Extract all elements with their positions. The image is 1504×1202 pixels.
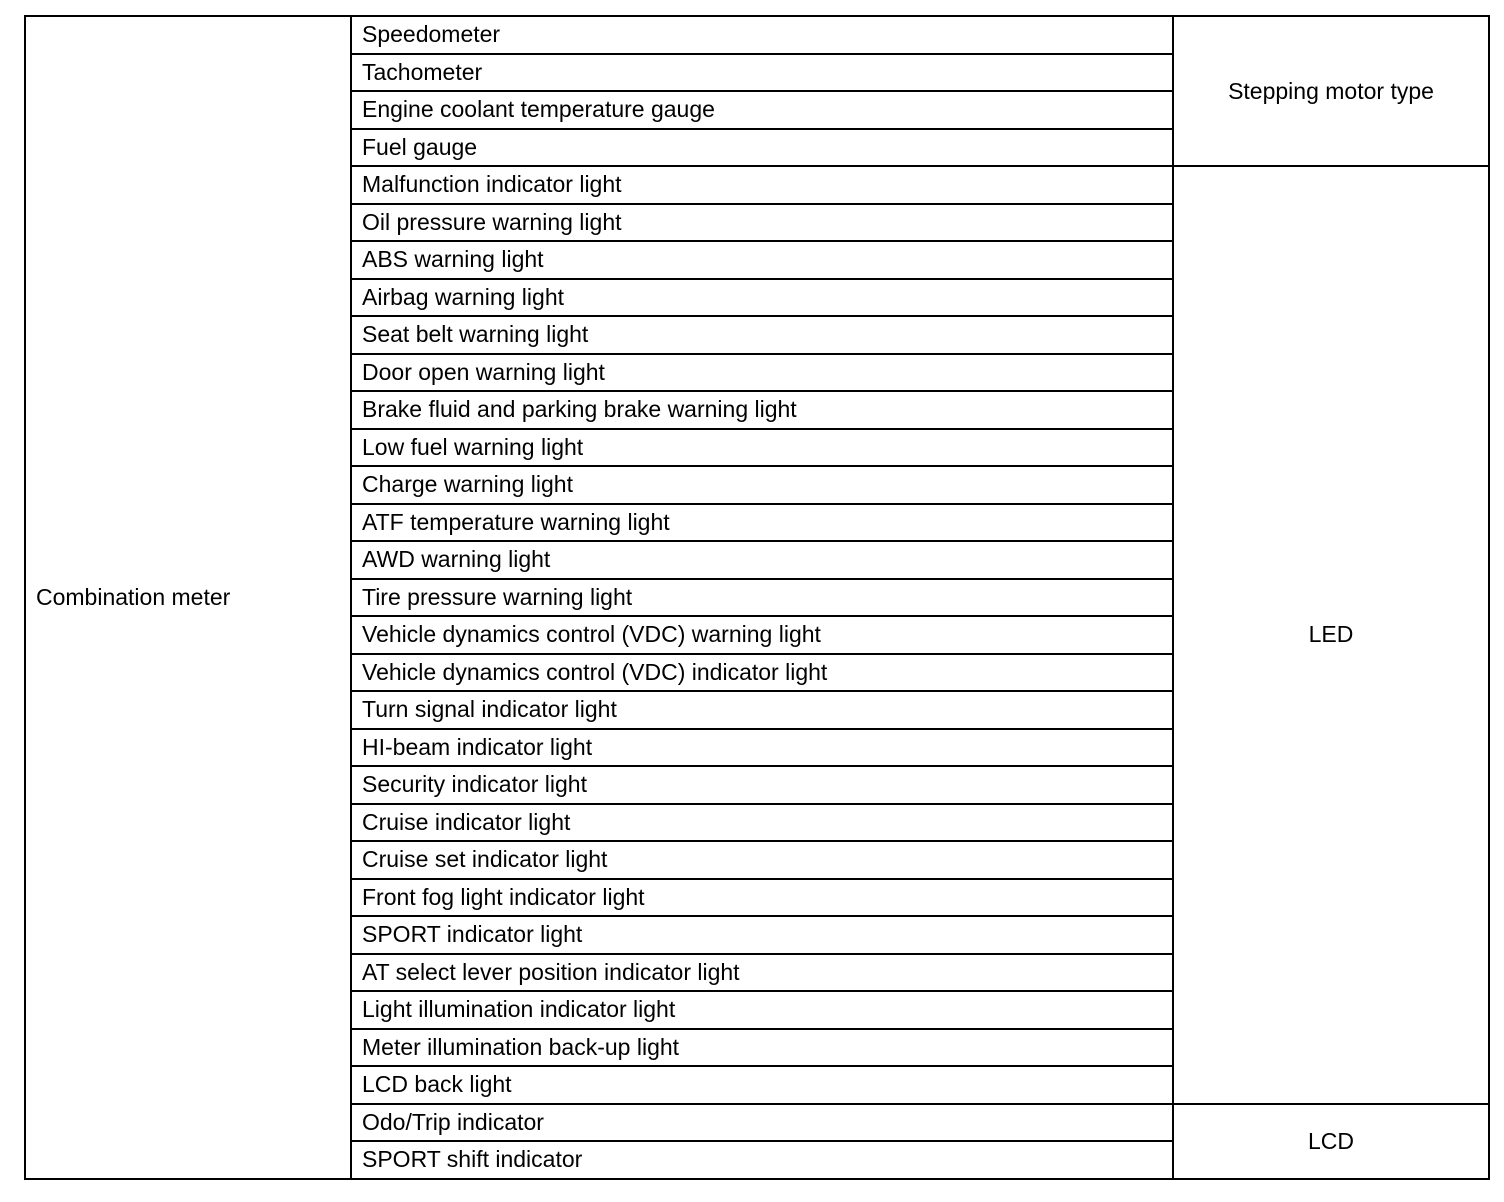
item-cell: Cruise indicator light [351,804,1173,842]
item-cell: HI-beam indicator light [351,729,1173,767]
item-cell: Turn signal indicator light [351,691,1173,729]
combination-meter-table [24,15,1490,1180]
table-row [25,16,1489,54]
item-cell: Tire pressure warning light [351,579,1173,617]
item-cell: Cruise set indicator light [351,841,1173,879]
item-cell: Low fuel warning light [351,429,1173,467]
item-cell: Engine coolant temperature gauge [351,91,1173,129]
item-cell: Oil pressure warning light [351,204,1173,242]
item-cell: Door open warning light [351,354,1173,392]
item-cell: Odo/Trip indicator [351,1104,1173,1142]
item-cell: Vehicle dynamics control (VDC) warning light [351,616,1173,654]
item-cell: Vehicle dynamics control (VDC) indicator light [351,654,1173,692]
item-cell: Front fog light indicator light [351,879,1173,917]
item-cell: ATF temperature warning light [351,504,1173,542]
group-label-cell: Combination meter [25,16,351,1179]
item-cell: Charge warning light [351,466,1173,504]
item-cell: Meter illumination back-up light [351,1029,1173,1067]
item-cell: SPORT indicator light [351,916,1173,954]
item-cell: Speedometer [351,16,1173,54]
item-cell: AWD warning light [351,541,1173,579]
item-cell: LCD back light [351,1066,1173,1104]
item-cell: Light illumination indicator light [351,991,1173,1029]
item-cell: Airbag warning light [351,279,1173,317]
item-cell: Fuel gauge [351,129,1173,167]
item-cell: Brake fluid and parking brake warning light [351,391,1173,429]
item-cell: Tachometer [351,54,1173,92]
item-cell: Seat belt warning light [351,316,1173,354]
type-cell: LED [1173,166,1489,1104]
table-body [25,16,1489,1179]
item-cell: SPORT shift indicator [351,1141,1173,1179]
item-cell: ABS warning light [351,241,1173,279]
item-cell: AT select lever position indicator light [351,954,1173,992]
item-cell: Malfunction indicator light [351,166,1173,204]
item-cell: Security indicator light [351,766,1173,804]
type-cell: Stepping motor type [1173,16,1489,166]
type-cell: LCD [1173,1104,1489,1179]
